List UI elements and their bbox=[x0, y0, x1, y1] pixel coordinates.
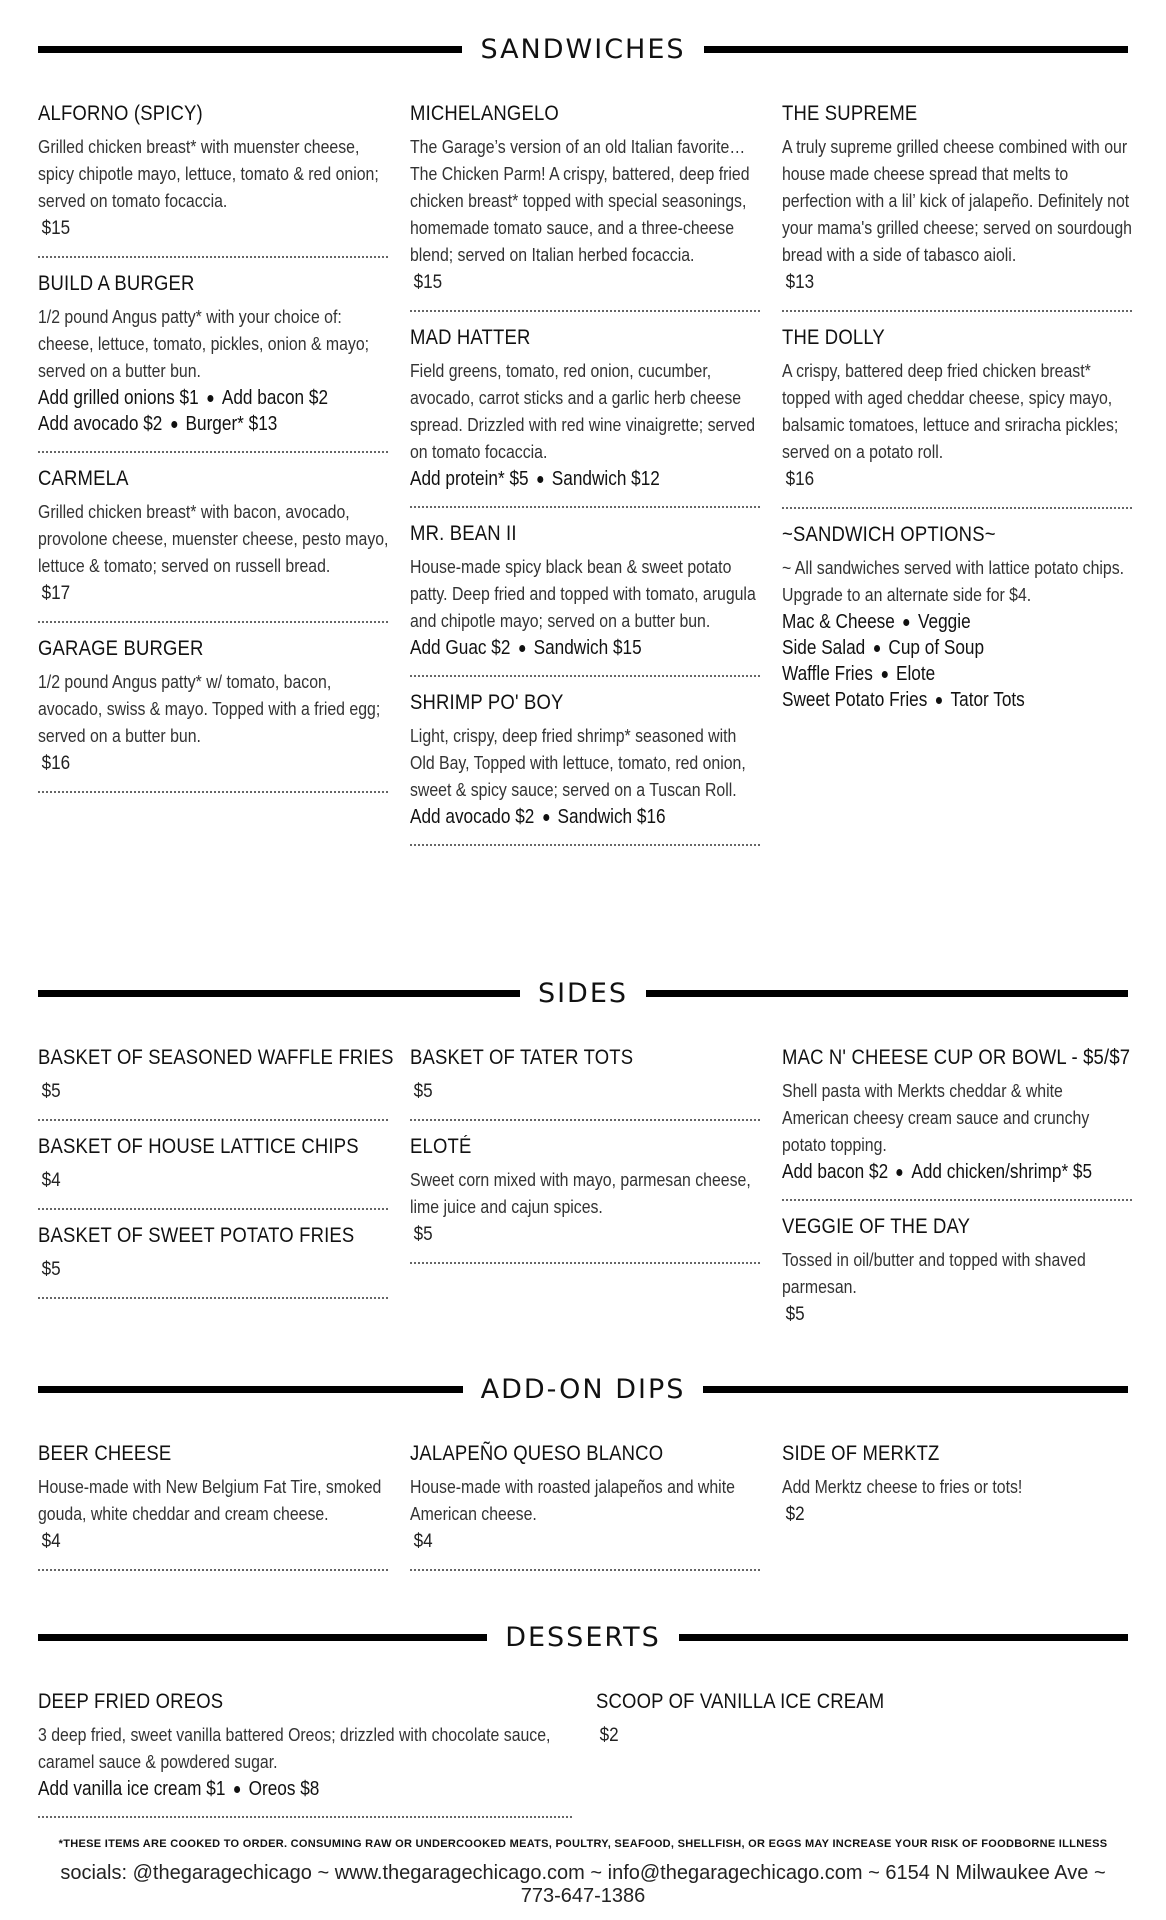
item-price: $16 bbox=[785, 469, 815, 490]
option-text: Tator Tots bbox=[950, 689, 1025, 711]
item-price: $4 bbox=[41, 1531, 61, 1552]
item-price: $5 bbox=[413, 1224, 433, 1245]
menu-item bbox=[410, 1046, 760, 1121]
item-price: $5 bbox=[41, 1081, 61, 1102]
item-price: $15 bbox=[41, 218, 71, 239]
item-options bbox=[782, 661, 1143, 687]
desserts-column-1 bbox=[38, 1690, 572, 1832]
menu-item bbox=[782, 102, 1132, 312]
item-name: THE DOLLY bbox=[782, 326, 885, 349]
dips-column-3 bbox=[782, 1442, 1132, 1556]
header-rule-left bbox=[38, 1634, 487, 1641]
item-price: $4 bbox=[413, 1531, 433, 1552]
section-title: SIDES bbox=[537, 978, 629, 1009]
item-name: BEER CHEESE bbox=[38, 1442, 172, 1465]
item-price: $5 bbox=[785, 1304, 805, 1325]
option-text: Waffle Fries bbox=[782, 663, 873, 685]
sides-header bbox=[38, 978, 1128, 1009]
sandwich-options bbox=[782, 523, 1132, 727]
option-text: Add chicken/shrimp* $5 bbox=[911, 1161, 1093, 1183]
item-description: Add Merktz cheese to fries or tots! bbox=[782, 1477, 1023, 1497]
item-options bbox=[782, 687, 1143, 713]
item-price: $4 bbox=[41, 1170, 61, 1191]
item-name: SCOOP OF VANILLA ICE CREAM bbox=[596, 1690, 885, 1713]
option-text: Elote bbox=[896, 663, 936, 685]
bullet-icon bbox=[519, 645, 525, 652]
menu-item bbox=[38, 102, 388, 258]
section-title: ADD-ON DIPS bbox=[480, 1374, 686, 1405]
option-text: Add avocado $2 bbox=[410, 806, 535, 828]
item-description: ~ All sandwiches served with lattice potato chips. Upgrade to an alternate side for $4. bbox=[782, 558, 1125, 605]
item-price: $17 bbox=[41, 583, 71, 604]
option-text: Cup of Soup bbox=[888, 637, 985, 659]
item-name: BASKET OF TATER TOTS bbox=[410, 1046, 634, 1069]
sides-column-2 bbox=[410, 1046, 760, 1278]
option-text: Sandwich $12 bbox=[551, 468, 660, 490]
bullet-icon bbox=[207, 395, 213, 402]
header-rule-right bbox=[704, 46, 1128, 53]
menu-item bbox=[596, 1690, 1046, 1763]
item-name: JALAPEÑO QUESO BLANCO bbox=[410, 1442, 664, 1465]
menu-item bbox=[38, 1442, 388, 1571]
option-text: Add protein* $5 bbox=[410, 468, 529, 490]
option-text: Add bacon $2 bbox=[221, 387, 329, 409]
sandwiches-header bbox=[38, 34, 1128, 65]
item-name: CARMELA bbox=[38, 467, 129, 490]
header-rule-right bbox=[646, 990, 1128, 997]
item-price: $2 bbox=[599, 1725, 619, 1746]
item-description: House-made spicy black bean & sweet potato patty. Deep fried and topped with tomato, arugula and chipotle mayo; served on a butter bun. bbox=[410, 557, 756, 631]
item-options bbox=[38, 411, 399, 437]
item-description: The Garage’s version of an old Italian favorite…The Chicken Parm! A crispy, battered, deep fried chicken breast* topped with special seasonings, homemade tomato sauce, and a three-cheese blend; served on Italian herbed focaccia. bbox=[410, 137, 750, 265]
header-rule-left bbox=[38, 1386, 463, 1393]
item-price: $2 bbox=[785, 1504, 805, 1525]
item-name: BASKET OF SWEET POTATO FRIES bbox=[38, 1224, 355, 1247]
item-description: Shell pasta with Merkts cheddar & white American cheesy cream sauce and crunchy potato topping. bbox=[782, 1081, 1090, 1155]
item-options bbox=[410, 466, 771, 492]
option-text: Add avocado $2 bbox=[38, 413, 163, 435]
sandwiches-column-1 bbox=[38, 102, 388, 807]
item-name: MAC N' CHEESE CUP OR BOWL - $5/$7 bbox=[782, 1046, 1131, 1069]
item-name: MAD HATTER bbox=[410, 326, 531, 349]
menu-item bbox=[38, 1690, 572, 1818]
option-text: Add bacon $2 bbox=[782, 1161, 889, 1183]
sandwiches-column-3 bbox=[782, 102, 1132, 741]
item-name: MICHELANGELO bbox=[410, 102, 559, 125]
menu-item bbox=[38, 1224, 388, 1299]
sandwiches-column-2 bbox=[410, 102, 760, 860]
item-name: BASKET OF HOUSE LATTICE CHIPS bbox=[38, 1135, 359, 1158]
option-text: Add grilled onions $1 bbox=[38, 387, 199, 409]
item-description: A truly supreme grilled cheese combined with our house made cheese spread that melts to perfection with a lil’ kick of jalapeño. Definitely not your mama's grilled cheese; served on sourdough bread with a side of tabasco aioli. bbox=[782, 137, 1132, 265]
item-name: THE SUPREME bbox=[782, 102, 918, 125]
option-text: Side Salad bbox=[782, 637, 866, 659]
item-options bbox=[410, 804, 771, 830]
item-name: ELOTÉ bbox=[410, 1135, 472, 1158]
menu-item bbox=[38, 272, 388, 453]
bullet-icon bbox=[897, 1169, 903, 1176]
item-description: 1/2 pound Angus patty* w/ tomato, bacon, avocado, swiss & mayo. Topped with a fried egg; served on a butter bun. bbox=[38, 672, 381, 746]
item-name: BUILD A BURGER bbox=[38, 272, 195, 295]
bullet-icon bbox=[537, 476, 543, 483]
menu-item bbox=[782, 1046, 1132, 1201]
item-description: Field greens, tomato, red onion, cucumber, avocado, carrot sticks and a garlic herb cheese spread. Drizzled with red wine vinaigrette; served on tomato focaccia. bbox=[410, 361, 756, 462]
menu-item bbox=[782, 326, 1132, 509]
item-description: Sweet corn mixed with mayo, parmesan cheese, lime juice and cajun spices. bbox=[410, 1170, 751, 1217]
sides-column-3 bbox=[782, 1046, 1132, 1356]
item-name: SIDE OF MERKTZ bbox=[782, 1442, 940, 1465]
item-name: MR. BEAN II bbox=[410, 522, 517, 545]
menu-item bbox=[38, 1135, 388, 1210]
item-name: DEEP FRIED OREOS bbox=[38, 1690, 224, 1713]
option-text: Sandwich $15 bbox=[533, 637, 642, 659]
item-price: $5 bbox=[413, 1081, 433, 1102]
menu-item bbox=[410, 522, 760, 677]
menu-item bbox=[410, 1135, 760, 1264]
menu-item bbox=[38, 1046, 394, 1121]
item-description: Grilled chicken breast* with bacon, avocado, provolone cheese, muenster cheese, pesto mayo, lettuce & tomato; served on russell bread. bbox=[38, 502, 389, 576]
header-rule-left bbox=[38, 990, 520, 997]
item-name: ~SANDWICH OPTIONS~ bbox=[782, 523, 996, 546]
item-options bbox=[38, 1776, 589, 1802]
item-description: 3 deep fried, sweet vanilla battered Oreos; drizzled with chocolate sauce, caramel sauce & powdered sugar. bbox=[38, 1725, 551, 1772]
option-text: Sweet Potato Fries bbox=[782, 689, 928, 711]
item-options bbox=[782, 1159, 1143, 1185]
item-price: $16 bbox=[41, 753, 71, 774]
bullet-icon bbox=[234, 1786, 240, 1793]
option-text: Burger* $13 bbox=[185, 413, 278, 435]
item-options bbox=[38, 385, 399, 411]
menu-item bbox=[410, 691, 760, 846]
bullet-icon bbox=[903, 619, 909, 626]
header-rule-left bbox=[38, 46, 462, 53]
foodborne-illness-notice: *THESE ITEMS ARE COOKED TO ORDER. CONSUMING RAW OR UNDERCOOKED MEATS, POULTRY, SEAFOOD, SHELLFISH, OR EGGS MAY INCREASE YOUR RISK OF FOODBORNE ILLNESS bbox=[58, 1838, 1108, 1850]
item-options bbox=[410, 635, 771, 661]
contact-footer: socials: @thegaragechicago ~ www.thegaragechicago.com ~ info@thegaragechicago.com ~ 6154 N Milwaukee Ave ~ 773-647-1386 bbox=[60, 1862, 1106, 1907]
desserts-column-2 bbox=[596, 1690, 1046, 1777]
desserts-header bbox=[38, 1622, 1128, 1653]
item-description: House-made with New Belgium Fat Tire, smoked gouda, white cheddar and cream cheese. bbox=[38, 1477, 382, 1524]
item-name: VEGGIE OF THE DAY bbox=[782, 1215, 971, 1238]
item-options bbox=[782, 609, 1143, 635]
bullet-icon bbox=[874, 645, 880, 652]
item-price: $13 bbox=[785, 272, 815, 293]
header-rule-right bbox=[703, 1386, 1128, 1393]
menu-item bbox=[782, 1215, 1132, 1342]
bullet-icon bbox=[543, 814, 549, 821]
item-name: ALFORNO (SPICY) bbox=[38, 102, 203, 125]
menu-item bbox=[410, 1442, 760, 1571]
option-text: Add vanilla ice cream $1 bbox=[38, 1778, 226, 1800]
option-text: Mac & Cheese bbox=[782, 611, 895, 633]
item-name: BASKET OF SEASONED WAFFLE FRIES bbox=[38, 1046, 394, 1069]
item-options bbox=[782, 635, 1143, 661]
menu-item bbox=[410, 102, 760, 312]
item-description: Grilled chicken breast* with muenster cheese, spicy chipotle mayo, lettuce, tomato & red onion; served on tomato focaccia. bbox=[38, 137, 379, 211]
section-title: DESSERTS bbox=[505, 1622, 661, 1653]
option-text: Veggie bbox=[918, 611, 971, 633]
menu-item bbox=[782, 1442, 1132, 1542]
section-title: SANDWICHES bbox=[480, 34, 686, 65]
dips-column-2 bbox=[410, 1442, 760, 1585]
bullet-icon bbox=[936, 697, 942, 704]
item-price: $5 bbox=[41, 1259, 61, 1280]
menu-item bbox=[38, 467, 388, 623]
option-text: Sandwich $16 bbox=[557, 806, 666, 828]
item-description: 1/2 pound Angus patty* with your choice of: cheese, lettuce, tomato, pickles, onion & mayo; served on a butter bun. bbox=[38, 307, 370, 381]
item-price: $15 bbox=[413, 272, 443, 293]
item-name: SHRIMP PO' BOY bbox=[410, 691, 564, 714]
header-rule-right bbox=[679, 1634, 1128, 1641]
item-description: Light, crispy, deep fried shrimp* seasoned with Old Bay, Topped with lettuce, tomato, red onion, sweet & spicy sauce; served on a Tuscan Roll. bbox=[410, 726, 746, 800]
menu-item bbox=[38, 637, 388, 793]
option-text: Oreos $8 bbox=[248, 1778, 320, 1800]
dips-column-1 bbox=[38, 1442, 388, 1585]
item-name: GARAGE BURGER bbox=[38, 637, 204, 660]
bullet-icon bbox=[881, 671, 887, 678]
item-description: A crispy, battered deep fried chicken breast* topped with aged cheddar cheese, spicy mayo, balsamic tomatoes, lettuce and sriracha pickles; served on a potato roll. bbox=[782, 361, 1119, 462]
item-description: House-made with roasted jalapeños and white American cheese. bbox=[410, 1477, 735, 1524]
bullet-icon bbox=[171, 421, 177, 428]
menu-item bbox=[410, 326, 760, 508]
item-description: Tossed in oil/butter and topped with shaved parmesan. bbox=[782, 1250, 1086, 1297]
dips-header bbox=[38, 1374, 1128, 1405]
option-text: Add Guac $2 bbox=[410, 637, 511, 659]
sides-column-1 bbox=[38, 1046, 394, 1313]
